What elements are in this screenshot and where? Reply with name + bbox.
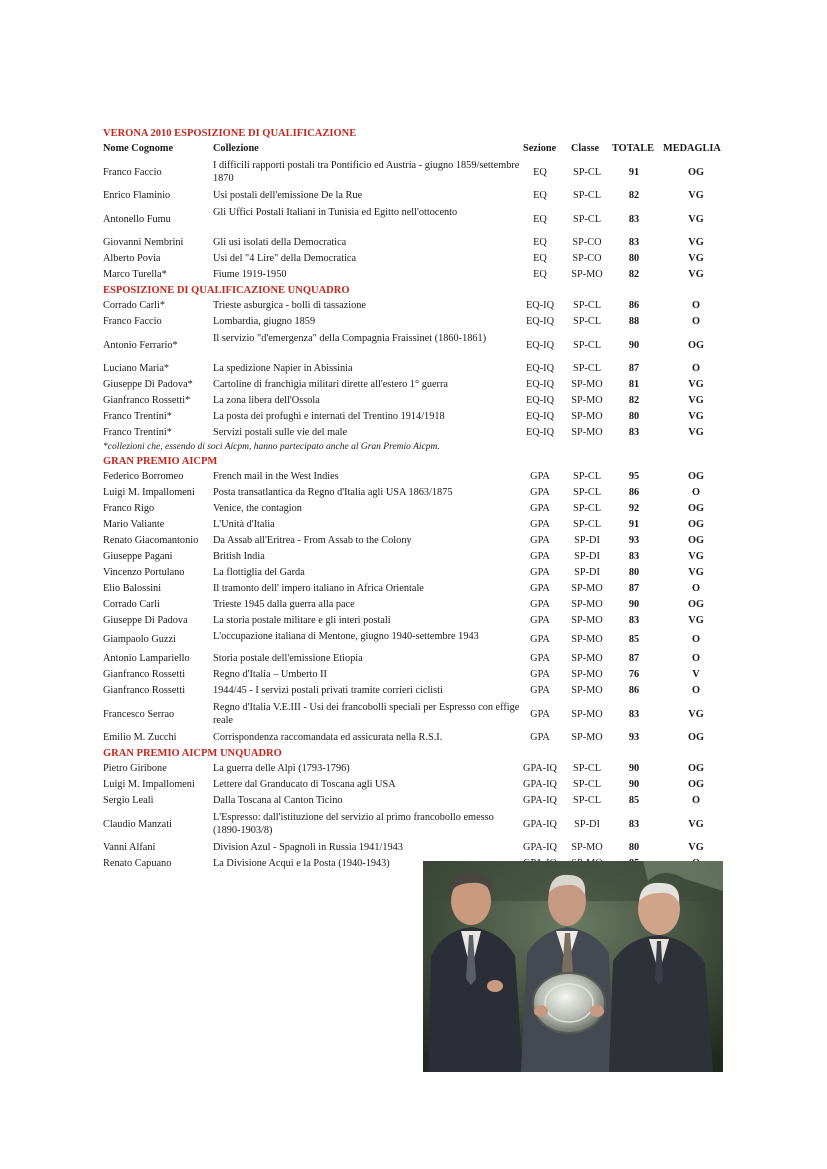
award-photo-drawing bbox=[423, 861, 723, 1072]
section-code: GPA bbox=[530, 503, 550, 514]
class-code: SP-CL bbox=[572, 503, 602, 514]
total-score: 82 bbox=[628, 269, 640, 280]
collection-title: La guerra delle Alpi (1793-1796) bbox=[213, 763, 350, 774]
section-code: GPA bbox=[530, 732, 550, 743]
class-code: SP-MO bbox=[571, 842, 603, 853]
section-code: GPA-IQ bbox=[523, 842, 557, 853]
table-row bbox=[103, 809, 733, 840]
collection-title: Usi del "4 Lire" della Democratica bbox=[213, 253, 357, 264]
medal: VG bbox=[688, 842, 704, 853]
class-code: SP-CL bbox=[572, 519, 602, 530]
class-code: SP-DI bbox=[574, 819, 600, 830]
exhibitor-name: Enrico Flaminio bbox=[103, 190, 171, 201]
total-score: 80 bbox=[628, 253, 640, 264]
total-score: 87 bbox=[628, 363, 640, 374]
section-code: GPA bbox=[530, 551, 550, 562]
total-score: 83 bbox=[628, 615, 640, 626]
header-class-code: Classe bbox=[571, 143, 600, 154]
total-score: 91 bbox=[628, 167, 640, 178]
medal: OG bbox=[687, 535, 705, 546]
exhibitor-name: Claudio Manzati bbox=[103, 819, 172, 830]
table-row bbox=[103, 330, 733, 361]
collection-title: Il servizio "d'emergenza" della Compagnia Fraissinet (1860-1861) bbox=[213, 333, 487, 344]
table-row bbox=[103, 469, 733, 485]
class-code: SP-MO bbox=[571, 395, 603, 406]
section-code: EQ bbox=[533, 237, 547, 248]
total-score: 86 bbox=[628, 487, 640, 498]
total-score: 95 bbox=[628, 471, 640, 482]
medal: OG bbox=[687, 732, 705, 743]
header-section-code: Sezione bbox=[523, 143, 557, 154]
medal: OG bbox=[687, 167, 705, 178]
total-score: 82 bbox=[628, 190, 640, 201]
section-code: GPA bbox=[530, 685, 550, 696]
header-medal: MEDAGLIA bbox=[663, 143, 721, 154]
total-score: 87 bbox=[628, 583, 640, 594]
table-row bbox=[103, 651, 733, 667]
collection-title: La flottiglia del Garda bbox=[213, 567, 305, 578]
table-row bbox=[103, 267, 733, 283]
collection-title: Usi postali dell'emissione De la Rue bbox=[213, 190, 363, 201]
table-row bbox=[103, 235, 733, 251]
medal: OG bbox=[687, 340, 705, 351]
exhibitor-name: Giuseppe Di Padova bbox=[103, 615, 188, 626]
exhibitor-name: Renato Capuano bbox=[103, 858, 172, 869]
class-code: SP-CO bbox=[572, 253, 602, 264]
table-row bbox=[103, 485, 733, 501]
exhibitor-name: Francesco Serrao bbox=[103, 709, 175, 720]
class-code: SP-CL bbox=[572, 487, 602, 498]
medal: O bbox=[691, 795, 700, 806]
section-code: GPA-IQ bbox=[523, 819, 557, 830]
section-code: EQ-IQ bbox=[525, 340, 555, 351]
collection-title: Gli usi isolati della Democratica bbox=[213, 237, 347, 248]
class-code: SP-CL bbox=[572, 300, 602, 311]
total-score: 90 bbox=[628, 599, 640, 610]
table-row bbox=[103, 699, 733, 730]
class-code: SP-CL bbox=[572, 340, 602, 351]
collection-title: British India bbox=[213, 551, 265, 562]
class-code: SP-MO bbox=[571, 427, 603, 438]
collection-title: L'Unità d'Italia bbox=[213, 519, 275, 530]
table-row bbox=[103, 157, 733, 188]
class-code: SP-MO bbox=[571, 269, 603, 280]
total-score: 80 bbox=[628, 411, 640, 422]
exhibitor-name: Renato Giacomantonio bbox=[103, 535, 199, 546]
table-row bbox=[103, 667, 733, 683]
total-score: 83 bbox=[628, 237, 640, 248]
collection-title: Division Azul - Spagnoli in Russia 1941/1943 bbox=[213, 842, 403, 853]
table-row bbox=[103, 204, 733, 235]
exhibitor-name: Alberto Povia bbox=[103, 253, 161, 264]
exhibitor-name: Vincenzo Portulano bbox=[103, 567, 185, 578]
exhibitor-name: Corrado Carli bbox=[103, 599, 160, 610]
medal: O bbox=[691, 685, 700, 696]
section-code: GPA-IQ bbox=[523, 779, 557, 790]
section-title: ESPOSIZIONE DI QUALIFICAZIONE UNQUADRO bbox=[103, 285, 350, 296]
total-score: 82 bbox=[628, 395, 640, 406]
collection-title: I difficili rapporti postali tra Pontificio ed Austria - giugno 1859/settembre 1870 bbox=[213, 160, 520, 184]
class-code: SP-CO bbox=[572, 237, 602, 248]
table-row bbox=[103, 409, 733, 425]
collection-title: Il tramonto dell' impero italiano in Africa Orientale bbox=[213, 583, 424, 594]
collection-title: Gli Uffici Postali Italiani in Tunisia ed Egitto nell'ottocento bbox=[213, 207, 458, 218]
class-code: SP-MO bbox=[571, 583, 603, 594]
total-score: 80 bbox=[628, 842, 640, 853]
collection-title: L'Espresso: dall'istituzione del servizio al primo francobollo emesso (1890-1903/8) bbox=[213, 812, 494, 836]
collection-title: Servizi postali sulle vie del male bbox=[213, 427, 348, 438]
medal: OG bbox=[687, 599, 705, 610]
section-code: GPA bbox=[530, 669, 550, 680]
total-score: 90 bbox=[628, 763, 640, 774]
exhibitor-name: Luciano Maria* bbox=[103, 363, 170, 374]
table-row bbox=[103, 840, 733, 856]
exhibitor-name: Franco Trentini* bbox=[103, 411, 172, 422]
section-title: GRAN PREMIO AICPM bbox=[103, 456, 218, 467]
results-section bbox=[103, 454, 733, 746]
exhibitor-name: Gianfranco Rossetti* bbox=[103, 395, 191, 406]
collection-title: Storia postale dell'emissione Etiopia bbox=[213, 653, 363, 664]
table-row bbox=[103, 597, 733, 613]
total-score: 85 bbox=[628, 795, 640, 806]
medal: O bbox=[691, 300, 700, 311]
medal: OG bbox=[687, 519, 705, 530]
class-code: SP-MO bbox=[571, 411, 603, 422]
collection-title: Dalla Toscana al Canton Ticino bbox=[213, 795, 343, 806]
section-code: GPA-IQ bbox=[523, 795, 557, 806]
class-code: SP-MO bbox=[571, 669, 603, 680]
medal: OG bbox=[687, 763, 705, 774]
table-row bbox=[103, 730, 733, 746]
collection-title: Lettere dal Granducato di Toscana agli USA bbox=[213, 779, 396, 790]
section-code: GPA bbox=[530, 519, 550, 530]
results-section bbox=[103, 126, 733, 283]
medal: VG bbox=[688, 709, 704, 720]
class-code: SP-MO bbox=[571, 732, 603, 743]
total-score: 93 bbox=[628, 732, 640, 743]
exhibitor-name: Emilio M. Zucchi bbox=[103, 732, 177, 743]
class-code: SP-MO bbox=[571, 685, 603, 696]
total-score: 83 bbox=[628, 427, 640, 438]
medal: VG bbox=[688, 567, 704, 578]
table-row bbox=[103, 793, 733, 809]
section-code: EQ-IQ bbox=[525, 379, 555, 390]
medal: VG bbox=[688, 427, 704, 438]
table-row bbox=[103, 777, 733, 793]
medal: O bbox=[691, 634, 700, 645]
table-header bbox=[103, 141, 733, 157]
results-document bbox=[103, 126, 733, 872]
results-section bbox=[103, 283, 733, 454]
medal: O bbox=[691, 363, 700, 374]
total-score: 83 bbox=[628, 709, 640, 720]
collection-title: La spedizione Napier in Abissinia bbox=[213, 363, 353, 374]
collection-title: Cartoline di franchigia militari dirette all'estero 1° guerra bbox=[213, 379, 448, 390]
header-collection-title: Collezione bbox=[213, 143, 259, 154]
table-row bbox=[103, 761, 733, 777]
results-section bbox=[103, 746, 733, 872]
section-code: GPA bbox=[530, 567, 550, 578]
total-score: 90 bbox=[628, 340, 640, 351]
exhibitor-name: Antonio Lampariello bbox=[103, 653, 190, 664]
total-score: 83 bbox=[628, 214, 640, 225]
section-title: VERONA 2010 ESPOSIZIONE DI QUALIFICAZIONE bbox=[103, 128, 357, 139]
total-score: 76 bbox=[628, 669, 640, 680]
section-code: EQ-IQ bbox=[525, 300, 555, 311]
section-code: GPA bbox=[530, 599, 550, 610]
table-row bbox=[103, 188, 733, 204]
medal: O bbox=[691, 583, 700, 594]
collection-title: La posta dei profughi e internati del Trentino 1914/1918 bbox=[213, 411, 445, 422]
table-row bbox=[103, 533, 733, 549]
table-row bbox=[103, 517, 733, 533]
class-code: SP-CL bbox=[572, 795, 602, 806]
exhibitor-name: Sergio Leali bbox=[103, 795, 154, 806]
medal: VG bbox=[688, 379, 704, 390]
exhibitor-name: Luigi M. Impallomeni bbox=[103, 779, 195, 790]
class-code: SP-MO bbox=[571, 379, 603, 390]
exhibitor-name: Antonio Ferrario* bbox=[103, 340, 178, 351]
table-row bbox=[103, 581, 733, 597]
medal: VG bbox=[688, 190, 704, 201]
collection-title: Trieste asburgica - bolli di tassazione bbox=[213, 300, 366, 311]
collection-title: Regno d'Italia – Umberto II bbox=[213, 669, 327, 680]
exhibitor-name: Gianfranco Rossetti bbox=[103, 669, 186, 680]
class-code: SP-DI bbox=[574, 567, 600, 578]
table-row bbox=[103, 314, 733, 330]
class-code: SP-CL bbox=[572, 316, 602, 327]
exhibitor-name: Federico Borromeo bbox=[103, 471, 184, 482]
section-code: EQ-IQ bbox=[525, 411, 555, 422]
total-score: 93 bbox=[628, 535, 640, 546]
exhibitor-name: Vanni Alfani bbox=[103, 842, 156, 853]
medal: VG bbox=[688, 615, 704, 626]
table-row bbox=[103, 251, 733, 267]
total-score: 90 bbox=[628, 779, 640, 790]
exhibitor-name: Giampaolo Guzzi bbox=[103, 634, 176, 645]
total-score: 86 bbox=[628, 300, 640, 311]
medal: VG bbox=[688, 411, 704, 422]
footnote: *collezioni che, essendo di soci Aicpm, hanno partecipato anche al Gran Premio Aicpm. bbox=[103, 442, 440, 452]
collection-title: Lombardia, giugno 1859 bbox=[213, 316, 316, 327]
medal: VG bbox=[688, 269, 704, 280]
section-code: GPA bbox=[530, 583, 550, 594]
medal: VG bbox=[688, 819, 704, 830]
medal: O bbox=[691, 487, 700, 498]
total-score: 83 bbox=[628, 819, 640, 830]
class-code: SP-CL bbox=[572, 167, 602, 178]
table-row bbox=[103, 629, 733, 651]
medal: OG bbox=[687, 503, 705, 514]
collection-title: Fiume 1919-1950 bbox=[213, 269, 287, 280]
exhibitor-name: Elio Balossini bbox=[103, 583, 162, 594]
section-code: EQ bbox=[533, 253, 547, 264]
section-code: EQ-IQ bbox=[525, 427, 555, 438]
exhibitor-name: Gianfranco Rossetti bbox=[103, 685, 186, 696]
section-code: GPA bbox=[530, 471, 550, 482]
medal: O bbox=[691, 316, 700, 327]
section-code: GPA bbox=[530, 535, 550, 546]
medal: VG bbox=[688, 214, 704, 225]
collection-title: Regno d'Italia V.E.III - Usi dei francobolli speciali per Espresso con effige reale bbox=[213, 702, 520, 726]
collection-title: Trieste 1945 dalla guerra alla pace bbox=[213, 599, 355, 610]
exhibitor-name: Luigi M. Impallomeni bbox=[103, 487, 195, 498]
section-code: EQ bbox=[533, 167, 547, 178]
class-code: SP-MO bbox=[571, 599, 603, 610]
exhibitor-name: Mario Valiante bbox=[103, 519, 165, 530]
total-score: 87 bbox=[628, 653, 640, 664]
collection-title: French mail in the West Indies bbox=[213, 471, 339, 482]
total-score: 88 bbox=[628, 316, 640, 327]
class-code: SP-MO bbox=[571, 653, 603, 664]
total-score: 81 bbox=[628, 379, 640, 390]
header-total-score: TOTALE bbox=[612, 143, 654, 154]
class-code: SP-DI bbox=[574, 551, 600, 562]
collection-title: Venice, the contagion bbox=[213, 503, 302, 514]
collection-title: La storia postale militare e gli interi postali bbox=[213, 615, 391, 626]
medal: OG bbox=[687, 779, 705, 790]
header-exhibitor-name: Nome Cognome bbox=[103, 143, 174, 154]
table-row bbox=[103, 501, 733, 517]
total-score: 85 bbox=[628, 634, 640, 645]
section-code: GPA bbox=[530, 653, 550, 664]
class-code: SP-CL bbox=[572, 471, 602, 482]
section-code: EQ-IQ bbox=[525, 363, 555, 374]
class-code: SP-MO bbox=[571, 615, 603, 626]
table-row bbox=[103, 425, 733, 441]
section-code: EQ-IQ bbox=[525, 316, 555, 327]
collection-title: La Divisione Acqui e la Posta (1940-1943) bbox=[213, 858, 390, 869]
exhibitor-name: Franco Trentini* bbox=[103, 427, 172, 438]
award-ceremony-photo bbox=[423, 861, 723, 1072]
section-code: EQ bbox=[533, 269, 547, 280]
exhibitor-name: Franco Faccio bbox=[103, 167, 162, 178]
collection-title: Posta transatlantica da Regno d'Italia agli USA 1863/1875 bbox=[213, 487, 453, 498]
section-code: GPA-IQ bbox=[523, 763, 557, 774]
medal: OG bbox=[687, 471, 705, 482]
table-row bbox=[103, 298, 733, 314]
exhibitor-name: Antonello Fumu bbox=[103, 214, 171, 225]
class-code: SP-MO bbox=[571, 709, 603, 720]
section-code: GPA bbox=[530, 634, 550, 645]
medal: O bbox=[691, 653, 700, 664]
section-code: EQ-IQ bbox=[525, 395, 555, 406]
exhibitor-name: Franco Rigo bbox=[103, 503, 155, 514]
section-code: GPA bbox=[530, 487, 550, 498]
total-score: 83 bbox=[628, 551, 640, 562]
total-score: 80 bbox=[628, 567, 640, 578]
class-code: SP-CL bbox=[572, 763, 602, 774]
exhibitor-name: Corrado Carli* bbox=[103, 300, 166, 311]
class-code: SP-CL bbox=[572, 214, 602, 225]
medal: VG bbox=[688, 253, 704, 264]
exhibitor-name: Giuseppe Pagani bbox=[103, 551, 173, 562]
total-score: 92 bbox=[628, 503, 640, 514]
table-row bbox=[103, 549, 733, 565]
exhibitor-name: Giuseppe Di Padova* bbox=[103, 379, 193, 390]
exhibitor-name: Marco Turella* bbox=[103, 269, 167, 280]
table-row bbox=[103, 565, 733, 581]
table-row bbox=[103, 683, 733, 699]
total-score: 86 bbox=[628, 685, 640, 696]
medal: VG bbox=[688, 395, 704, 406]
medal: VG bbox=[688, 551, 704, 562]
class-code: SP-DI bbox=[574, 535, 600, 546]
collection-title: La zona libera dell'Ossola bbox=[213, 395, 320, 406]
table-row bbox=[103, 393, 733, 409]
medal: V bbox=[692, 669, 700, 680]
collection-title: 1944/45 - I servizi postali privati tramite corrieri ciclisti bbox=[213, 685, 443, 696]
section-code: GPA bbox=[530, 709, 550, 720]
exhibitor-name: Giovanni Nembrini bbox=[103, 237, 184, 248]
collection-title: L'occupazione italiana di Mentone, giugno 1940-settembre 1943 bbox=[213, 631, 479, 642]
collection-title: Corrispondenza raccomandata ed assicurata nella R.S.I. bbox=[213, 732, 443, 743]
class-code: SP-CL bbox=[572, 779, 602, 790]
table-row bbox=[103, 361, 733, 377]
medal: VG bbox=[688, 237, 704, 248]
class-code: SP-MO bbox=[571, 634, 603, 645]
table-row bbox=[103, 377, 733, 393]
section-code: EQ bbox=[533, 214, 547, 225]
total-score: 91 bbox=[628, 519, 640, 530]
section-title: GRAN PREMIO AICPM UNQUADRO bbox=[103, 748, 282, 759]
exhibitor-name: Pietro Giribone bbox=[103, 763, 167, 774]
section-code: GPA bbox=[530, 615, 550, 626]
class-code: SP-CL bbox=[572, 363, 602, 374]
table-row bbox=[103, 613, 733, 629]
class-code: SP-CL bbox=[572, 190, 602, 201]
exhibitor-name: Franco Faccio bbox=[103, 316, 162, 327]
section-code: EQ bbox=[533, 190, 547, 201]
collection-title: Da Assab all'Eritrea - From Assab to the Colony bbox=[213, 535, 412, 546]
